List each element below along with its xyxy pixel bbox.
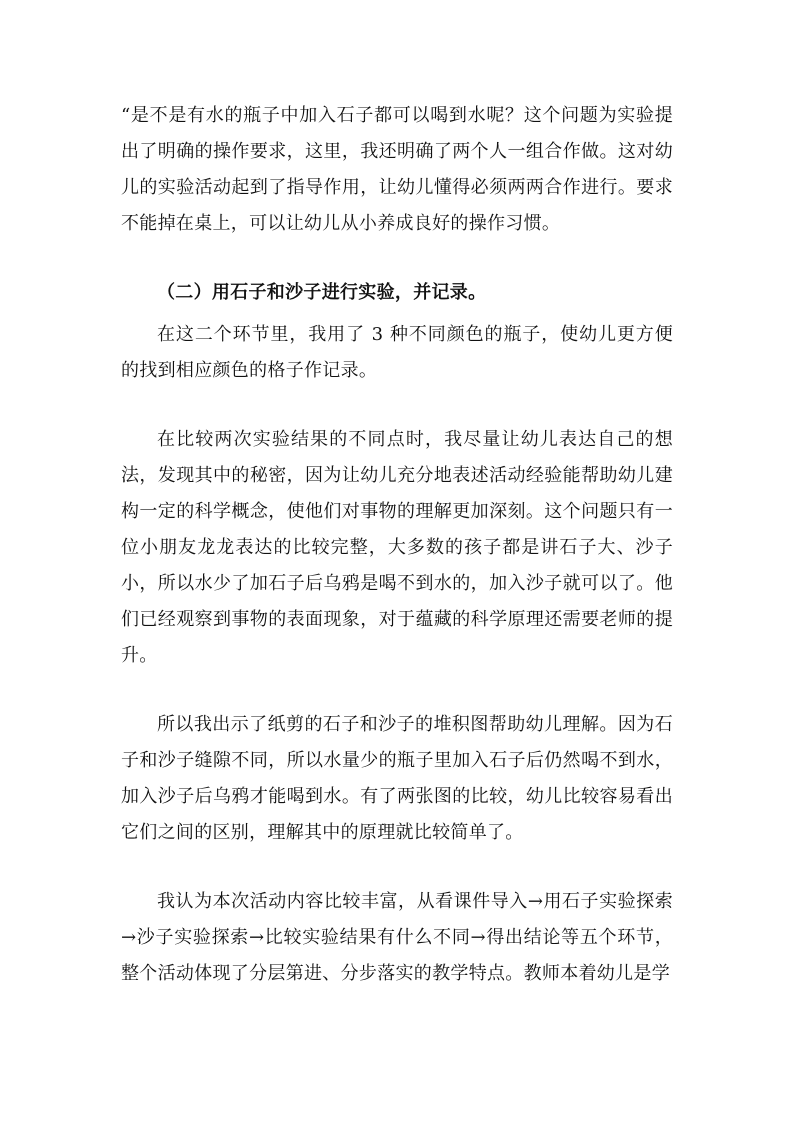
paragraph-bottles: 在这二个环节里，我用了 3 种不同颜色的瓶子，使幼儿更方便的找到相应颜色的格子作记录。 xyxy=(121,324,673,381)
document-body xyxy=(121,98,673,992)
paragraph-diagram: 所以我出示了纸剪的石子和沙子的堆积图帮助幼儿理解。因为石子和沙子缝隙不同，所以水量少的瓶子里加入石子后仍然喝不到水，加入沙子后乌鸦才能喝到水。有了两张图的比较，幼儿比较容易看出它们之间的区别，理解其中的原理就比较简单了。 xyxy=(121,714,673,843)
paragraph-intro: “是不是有水的瓶子中加入石子都可以喝到水呢？这个问题为实验提出了明确的操作要求，这里，我还明确了两个人一组合作做。这对幼儿的实验活动起到了指导作用，让幼儿懂得必须两两合作进行。要求不能掉在桌上，可以让幼儿从小养成良好的操作习惯。 xyxy=(121,105,673,234)
paragraph-comparison: 在比较两次实验结果的不同点时，我尽量让幼儿表达自己的想法，发现其中的秘密，因为让幼儿充分地表述活动经验能帮助幼儿建构一定的科学概念，使他们对事物的理解更加深刻。这个问题只有一位小朋友龙龙表达的比较完整，大多数的孩子都是讲石子大、沙子小，所以水少了加石子后乌鸦是喝不到水的，加入沙子就可以了。他们已经观察到事物的表面现象，对于蕴藏的科学原理还需要老师的提升。 xyxy=(121,429,673,666)
paragraph-summary: 我认为本次活动内容比较丰富，从看课件导入→用石子实验探索→沙子实验探索→比较实验结果有什么不同→得出结论等五个环节，整个活动体现了分层第进、分步落实的教学特点。教师本着幼儿是学 xyxy=(121,891,673,984)
section-heading: （二）用石子和沙子进行实验，并记录。 xyxy=(157,282,487,303)
